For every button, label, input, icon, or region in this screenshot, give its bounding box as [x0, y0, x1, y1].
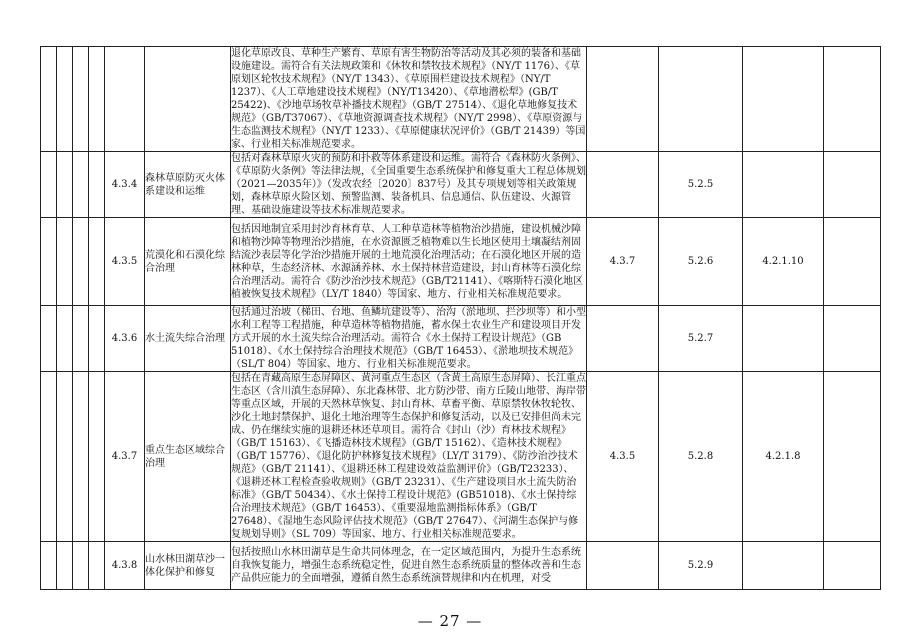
blank-cell — [89, 47, 105, 152]
item-name — [145, 47, 231, 152]
blank-cell — [824, 542, 881, 590]
ref-col-1 — [587, 152, 659, 218]
blank-cell — [57, 542, 73, 590]
blank-cell — [73, 218, 89, 306]
item-description: 包括通过治坡（梯田、台地、鱼鳞坑建设等）、治沟（淤地坝、拦沙坝等）和小型水利工程等工程措施，种草造林等植物措施，蓄水保土农业生产和建设项目开发方式开展的水土流失综合治理活动。需符合《水土保持工程设计规范》（GB 51018）、《水土保持综合治理技术规范》（GB/T 16453）、《淤地坝技术规范》（SL/T 804）等国家、地方、行业相关标准规范要求。 — [231, 307, 586, 370]
page-number: — 27 — — [417, 612, 483, 630]
blank-cell — [89, 542, 105, 590]
ref-col-2: 5.2.9 — [659, 542, 743, 590]
ref-col-3: 4.2.1.10 — [743, 218, 824, 306]
item-name: 水土流失综合治理 — [145, 306, 231, 372]
item-code — [105, 47, 145, 152]
blank-cell — [57, 372, 73, 542]
table-row — [41, 542, 881, 590]
ref-col-3 — [743, 542, 824, 590]
ref-col-1 — [587, 542, 659, 590]
blank-cell — [89, 218, 105, 306]
item-description: 包括因地制宜采用封沙育林育草、人工种草造林等植物治沙措施，建设机械沙障和植物沙障等物理治沙措施，在水资源匮乏植物难以生长地区使用土壤凝结剂固结流沙表层等化学治沙措施开展的土地荒漠化治理活动；在石漠化地区开展的造林种草，生态经济林、水源涵养林、水土保持林营造建设，封山育林等石漠化综合治理活动。需符合《防沙治沙技术规范》（GB/T21141）、《喀斯特石漠化地区植被恢复技术规程》（LY/T 1840）等国家、地方、行业相关标准规范要求。 — [231, 218, 587, 306]
blank-cell — [89, 372, 105, 542]
item-code: 4.3.5 — [105, 218, 145, 306]
blank-cell — [41, 152, 57, 218]
ref-col-3 — [743, 47, 824, 152]
table-row — [41, 372, 881, 542]
blank-cell — [824, 306, 881, 372]
blank-cell — [41, 372, 57, 542]
item-name: 山水林田湖草沙一体化保护和修复 — [145, 542, 231, 590]
blank-cell — [73, 306, 89, 372]
item-name: 荒漠化和石漠化综合治理 — [145, 218, 231, 306]
item-description: 退化草原改良、草种生产繁育、草原有害生物防治等活动及其必须的装备和基础设施建设。需符合有关法规政策和《休牧和禁牧技术规程》（NY/T 1176）、《草原划区轮牧技术规程》（NY/T 1343）、《草原围栏建设技术规程》（NY/T 1237）、《人工草地建设技术规程》（NY/T13420）、《草地潜松犁》(GB/T 25422)、《沙地草场牧草补播技术规程》（GB/T 27514）、《退化草地修复技术规范》（GB/T37067）、《草地资源调查技术规程》（NY/T 2998）、《草原资源与生态监测技术规程》（NY/T 1233）、《草原健康状况评价》（GB/T 21439）等国家、行业相关标准规范要求。 — [231, 48, 586, 150]
blank-cell — [57, 152, 73, 218]
table-row — [41, 306, 881, 372]
item-description: 包括在青藏高原生态屏障区、黄河重点生态区（含黄土高原生态屏障）、长江重点生态区（含川滇生态屏障）、东北森林带、北方防沙带、南方丘陵山地带、海岸带等重点区域，开展的天然林草恢复、封山育林、草畜平衡、草原禁牧休牧轮牧、沙化土地封禁保护、退化土地治理等生态保护和修复活动，以及已安排但尚未完成、仍在继续实施的退耕还林还草项目。需符合《封山（沙）育林技术规程》（GB/T 15163）、《飞播造林技术规程》（GB/T 15162）、《造林技术规程》（GB/T 15776）、《退化防护林修复技术规程》（LY/T 3179）、《防沙治沙技术规范》（GB/T 21141）、《退耕还林工程建设效益监测评价》（GB/T23233）、《退耕还林工程检查验收规则》（GB/T 23231）、《生产建设项目水土流失防治标准》（GB/T 50434）、《水土保持工程设计规范》(GB51018)、《水土保持综合治理技术规范》（GB/T 16453）、《重要湿地监测指标体系》（GB/T 27648）、《湿地生态风险评估技术规范》（GB/T 27647）、《河湖生态保护与修复规划导则》（SL 709）等国家、地方、行业相关标准规范要求。 — [231, 373, 586, 540]
blank-cell — [73, 47, 89, 152]
item-name: 重点生态区域综合治理 — [145, 372, 231, 542]
blank-cell — [824, 47, 881, 152]
item-name: 森林草原防灭火体系建设和运维 — [145, 152, 231, 218]
item-description: 包括按照山水林田湖草是生命共同体理念，在一定区域范围内，为提升生态系统自我恢复能力，增强生态系统稳定性，促进自然生态系统质量的整体改善和生态产品供应能力的全面增强，遵循自然生态系统演替规律和内在机理，对受 — [231, 542, 587, 590]
item-code: 4.3.7 — [105, 372, 145, 542]
ref-col-2: 5.2.5 — [659, 152, 743, 218]
item-code: 4.3.4 — [105, 152, 145, 218]
ref-col-2 — [659, 47, 743, 152]
ref-col-2: 5.2.7 — [659, 306, 743, 372]
blank-cell — [824, 152, 881, 218]
blank-cell — [824, 218, 881, 306]
blank-cell — [73, 152, 89, 218]
blank-cell — [41, 542, 57, 590]
ref-col-1 — [587, 47, 659, 152]
blank-cell — [57, 47, 73, 152]
table-row — [41, 47, 881, 152]
table-row — [41, 218, 881, 306]
blank-cell — [57, 306, 73, 372]
ref-col-2: 5.2.8 — [659, 372, 743, 542]
blank-cell — [73, 372, 89, 542]
blank-cell — [41, 218, 57, 306]
blank-cell — [89, 306, 105, 372]
ref-col-1 — [587, 306, 659, 372]
ref-col-3 — [743, 152, 824, 218]
blank-cell — [41, 47, 57, 152]
blank-cell — [89, 152, 105, 218]
classification-table — [40, 46, 881, 590]
ref-col-3 — [743, 306, 824, 372]
ref-col-3: 4.2.1.8 — [743, 372, 824, 542]
blank-cell — [824, 372, 881, 542]
blank-cell — [41, 306, 57, 372]
table-row — [41, 152, 881, 218]
blank-cell — [73, 542, 89, 590]
item-description: 包括对森林草原火灾的预防和扑救等体系建设和运维。需符合《森林防火条例》、《草原防火条例》等法律法规，《全国重要生态系统保护和修复重大工程总体规划（2021—2035年）》（发改农经〔2020〕837号）及其专项规划等相关政策规划，森林草原火险区划、预警监测、装备机具、信息通信、队伍建设、火源管理、基础设施建设等技术标准规范要求。 — [231, 153, 586, 216]
item-code: 4.3.8 — [105, 542, 145, 590]
ref-col-1: 4.3.5 — [587, 372, 659, 542]
blank-cell — [57, 218, 73, 306]
ref-col-2: 5.2.6 — [659, 218, 743, 306]
item-code: 4.3.6 — [105, 306, 145, 372]
ref-col-1: 4.3.7 — [587, 218, 659, 306]
